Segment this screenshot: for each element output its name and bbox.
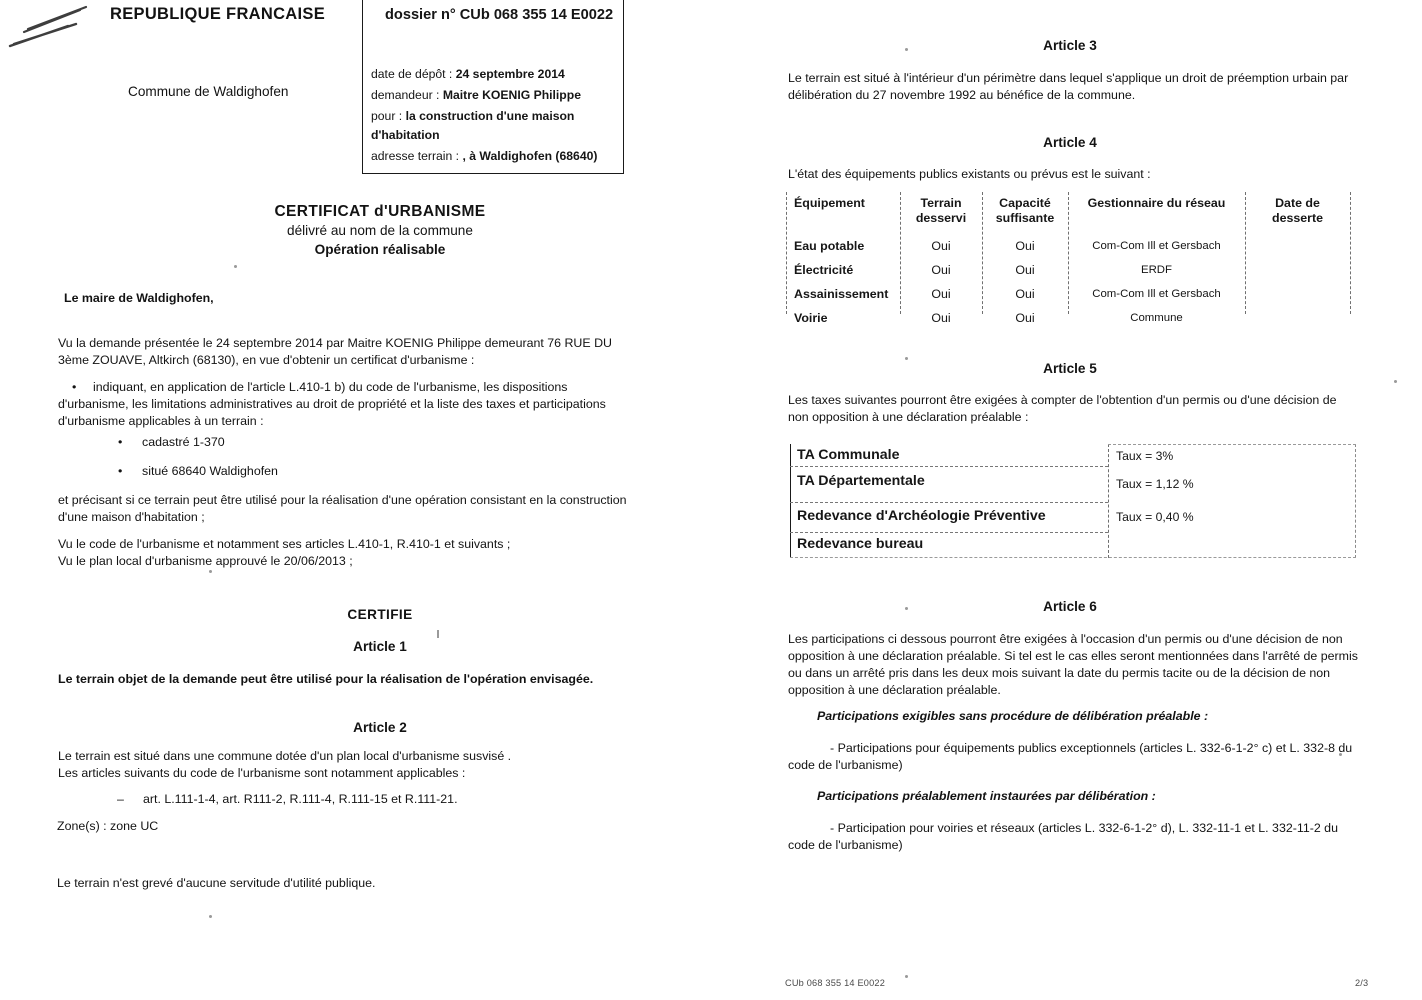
article6-sub1-item-line2: code de l'urbanisme): [788, 758, 903, 772]
taxes-table-rule: [790, 557, 1356, 558]
taxes-table-rule: [790, 466, 1108, 467]
article6-line1: Les participations ci dessous pourront être exigées à l'occasion d'un permis ou d'une décision de non: [788, 632, 1343, 646]
dossier-adresse-value: , à Waldighofen (68640): [462, 149, 598, 163]
table-row: Eau potable: [794, 239, 865, 253]
article2-line2: Les articles suivants du code de l'urbanisme sont notamment applicables :: [58, 766, 466, 780]
dossier-pour-label: pour :: [371, 109, 406, 123]
article3-line1: Le terrain est situé à l'intérieur d'un périmètre dans lequel s'applique un droit de préemption urbain par: [788, 71, 1349, 85]
scan-speck: [905, 975, 908, 978]
article2-dash-bullet: –: [117, 792, 124, 806]
scan-speck: [209, 570, 212, 573]
article2-dash-item: art. L.111-1-4, art. R111-2, R.111-4, R.111-15 et R.111-21.: [143, 792, 458, 806]
taxes-table: [790, 444, 1356, 558]
tax-name: Redevance bureau: [797, 536, 924, 552]
dossier-demandeur-row: [371, 88, 581, 102]
bullet-situe-dot: •: [118, 464, 123, 478]
article3-heading: Article 3: [1043, 38, 1097, 53]
scan-speck: [1394, 380, 1397, 383]
taxes-table-rule: [1108, 444, 1356, 445]
article5-line2: non opposition à une déclaration préalable :: [788, 410, 1029, 424]
taxes-table-border-left: [790, 444, 791, 558]
vu-plu-line: Vu le plan local d'urbanisme approuvé le 20/06/2013 ;: [58, 554, 353, 568]
equipment-header-date-l1: Date de: [1275, 196, 1320, 210]
equipment-header-capacite-l2: suffisante: [995, 211, 1055, 225]
page-title-republic: REPUBLIQUE FRANCAISE: [110, 5, 326, 23]
bullet-situe-label: situé 68640 Waldighofen: [142, 464, 278, 478]
table-cell-terrain: Oui: [931, 287, 951, 301]
article1-body: Le terrain objet de la demande peut être utilisé pour la réalisation de l'opération envisagée.: [58, 672, 594, 686]
table-cell-capacite: Oui: [1015, 287, 1035, 301]
dossier-pour-value: la construction d'une maison: [405, 109, 575, 123]
equipment-header-terrain-l2: desservi: [915, 211, 967, 225]
dossier-date-label: date de dépôt :: [371, 67, 456, 81]
dossier-pour-value-line2: d'habitation: [371, 128, 440, 142]
tax-rate: Taux = 1,12 %: [1116, 477, 1194, 491]
article6-sub2-item-line1: - Participation pour voiries et réseaux (articles L. 332-6-1-2° d), L. 332-11-1 et L. 332-11-2 du: [830, 821, 1338, 835]
article6-line4: opposition à une déclaration préalable.: [788, 683, 1001, 697]
equipment-table: [786, 192, 1352, 325]
taxes-table-divider: [1108, 444, 1109, 558]
table-cell-terrain: Oui: [931, 311, 951, 325]
dossier-number: dossier n° CUb 068 355 14 E0022: [385, 7, 614, 23]
article2-line1: Le terrain est situé dans une commune dotée d'un plan local d'urbanisme susvisé .: [58, 749, 512, 763]
article4-intro: L'état des équipements publics existants ou prévus est le suivant :: [788, 167, 1151, 181]
article1-heading: Article 1: [353, 639, 407, 654]
vu-code-line: Vu le code de l'urbanisme et notamment ses articles L.410-1, R.410-1 et suivants ;: [58, 537, 511, 551]
dossier-adresse-row: [371, 149, 597, 163]
table-cell-gestionnaire: Com-Com Ill et Gersbach: [1092, 240, 1221, 252]
bullet-cadastre-dot: •: [118, 435, 123, 449]
article6-line3: ou dans un arrêté pris dans les deux mois suivant la date du permis tacite ou de la décision de non: [788, 666, 1331, 680]
article2-zone: Zone(s) : zone UC: [57, 819, 159, 833]
equipment-header-terrain-l1: Terrain: [920, 196, 962, 210]
equipment-table-divider: [1350, 192, 1351, 314]
equipment-header-equipement: Équipement: [794, 196, 865, 210]
article6-sub1-heading: Participations exigibles sans procédure de délibération préalable :: [817, 709, 1209, 723]
table-cell-gestionnaire: ERDF: [1140, 264, 1172, 276]
table-cell-capacite: Oui: [1015, 239, 1035, 253]
table-row: Voirie: [794, 311, 828, 325]
tax-rate: Taux = 0,40 %: [1116, 510, 1194, 524]
footer-page-number: 2/3: [1355, 978, 1369, 988]
taxes-table-rule: [790, 502, 1108, 503]
certificate-title-line1: CERTIFICAT d'URBANISME: [274, 203, 486, 220]
dossier-date-row: [371, 67, 565, 81]
article6-line2: opposition à une déclaration préalable. Si tel est le cas elles seront mentionnées dans l'arrêté de permis: [788, 649, 1358, 663]
equipment-header-gestionnaire: Gestionnaire du réseau: [1087, 196, 1226, 210]
certificate-title-line2: délivré au nom de la commune: [287, 223, 473, 238]
tax-name: Redevance d'Archéologie Préventive: [797, 508, 1046, 524]
table-cell-capacite: Oui: [1015, 263, 1035, 277]
article6-heading: Article 6: [1043, 599, 1097, 614]
dossier-demandeur-value: Maitre KOENIG Philippe: [442, 88, 581, 102]
dossier-date-value: 24 septembre 2014: [455, 67, 565, 81]
article6-sub1-item-line1: - Participations pour équipements publics exceptionnels (articles L. 332-6-1-2° c) et L. 332-8 du: [830, 741, 1353, 755]
table-cell-gestionnaire: Commune: [1130, 312, 1183, 324]
taxes-table-border-right: [1355, 444, 1356, 558]
dossier-adresse-label: adresse terrain :: [371, 149, 463, 163]
article5-line1: Les taxes suivantes pourront être exigées à compter de l'obtention d'un permis ou d'une décision de: [788, 393, 1337, 407]
tax-rate: Taux = 3%: [1116, 449, 1174, 463]
table-row: Électricité: [794, 263, 854, 277]
article3-line2: délibération du 27 novembre 1992 au bénéfice de la commune.: [788, 88, 1136, 102]
indiquant-bullet-dot: •: [72, 380, 77, 394]
precisant-line1: et précisant si ce terrain peut être utilisé pour la réalisation d'une opération consistant en la construction: [58, 493, 627, 507]
table-cell-terrain: Oui: [931, 239, 951, 253]
table-cell-gestionnaire: Com-Com Ill et Gersbach: [1092, 288, 1221, 300]
certifie-heading: CERTIFIE: [347, 607, 413, 622]
scan-speck: [209, 915, 212, 918]
bullet-cadastre-label: cadastré 1-370: [142, 435, 225, 449]
certificate-title-line3: Opération réalisable: [314, 242, 446, 257]
dossier-info-box: [362, 0, 624, 174]
article6-sub2-item-line2: code de l'urbanisme): [788, 838, 903, 852]
article5-heading: Article 5: [1043, 361, 1097, 376]
indiquant-line1: indiquant, en application de l'article L.410-1 b) du code de l'urbanisme, les dispositions: [93, 380, 568, 394]
dossier-demandeur-label: demandeur :: [371, 88, 443, 102]
footer-reference: CUb 068 355 14 E0022: [785, 978, 886, 988]
article4-heading: Article 4: [1043, 135, 1097, 150]
article6-sub2-heading: Participations préalablement instaurées par délibération :: [817, 789, 1156, 803]
table-row: Assainissement: [794, 287, 889, 301]
table-cell-terrain: Oui: [931, 263, 951, 277]
tax-name: TA Communale: [797, 447, 900, 463]
precisant-line2: d'une maison d'habitation ;: [58, 510, 205, 524]
indiquant-line3: d'urbanisme applicables à un terrain :: [58, 414, 264, 428]
tax-name: TA Départementale: [797, 473, 925, 489]
scan-speck: [437, 630, 439, 638]
article2-servitude: Le terrain n'est grevé d'aucune servitude d'utilité publique.: [57, 876, 376, 890]
table-cell-capacite: Oui: [1015, 311, 1035, 325]
indiquant-line2: d'urbanisme, les limitations administratives au droit de propriété et la liste des taxes et participations: [58, 397, 606, 411]
vu-demande-line2: 3ème ZOUAVE, Altkirch (68130), en vue d'obtenir un certificat d'urbanisme :: [58, 353, 475, 367]
handwritten-scribble-mark: [6, 2, 96, 52]
taxes-table-rule: [790, 532, 1108, 533]
commune-label: Commune de Waldighofen: [128, 84, 289, 99]
dossier-pour-row: [371, 109, 574, 123]
vu-demande-line1: Vu la demande présentée le 24 septembre 2014 par Maitre KOENIG Philippe demeurant 76 RUE DU: [58, 336, 612, 350]
equipment-header-capacite-l1: Capacité: [999, 196, 1051, 210]
article2-heading: Article 2: [353, 720, 407, 735]
scan-speck: [234, 265, 237, 268]
equipment-header-date-l2: desserte: [1272, 211, 1323, 225]
equipment-table-divider: [786, 192, 787, 314]
maire-line: Le maire de Waldighofen,: [64, 291, 214, 305]
